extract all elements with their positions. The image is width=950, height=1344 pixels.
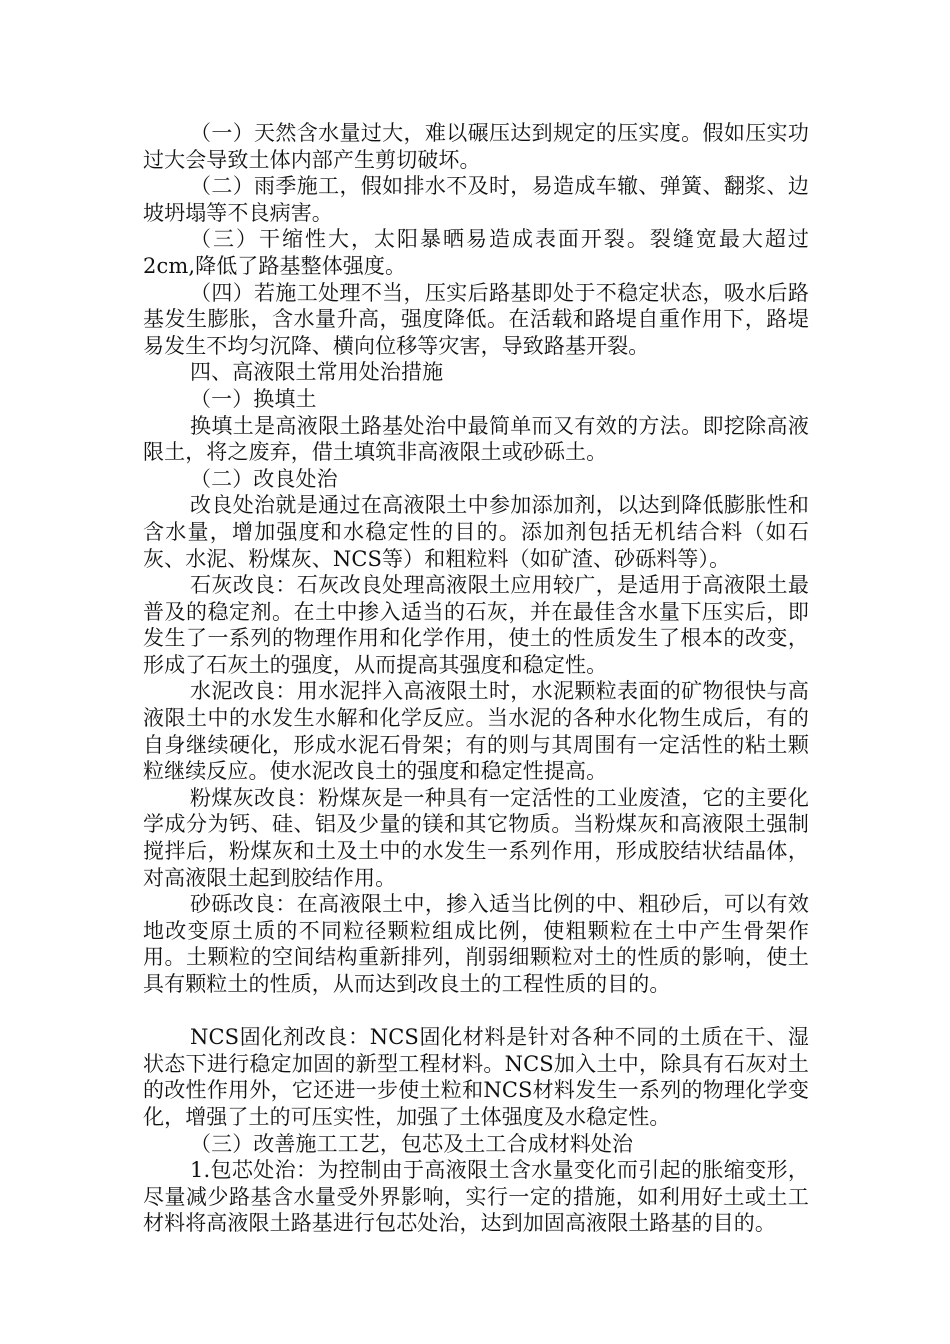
paragraph-replacement: 换填土是高液限土路基处治中最简单而又有效的方法。即挖除高液限土，将之废弃，借土填筑非高液限土或砂砾土。 — [143, 413, 809, 465]
document-body — [143, 120, 809, 1237]
paragraph-lime: 石灰改良：石灰改良处理高液限土应用较广，是适用于高液限土最普及的稳定剂。在土中掺入适当的石灰，并在最佳含水量下压实后，即发生了一系列的物理作用和化学作用，使土的性质发生了根本的改变，形成了石灰土的强度，从而提高其强度和稳定性。 — [143, 573, 809, 677]
paragraph-fly-ash: 粉煤灰改良：粉煤灰是一种具有一定活性的工业废渣，它的主要化学成分为钙、硅、铝及少量的镁和其它物质。当粉煤灰和高液限土强制搅拌后，粉煤灰和土及土中的水发生一系列作用，形成胶结状结晶体，对高液限土起到胶结作用。 — [143, 785, 809, 890]
paragraph-shrinkage: （三）干缩性大，太阳暴晒易造成表面开裂。裂缝宽最大超过2cm,降低了路基整体强度。 — [143, 227, 809, 278]
paragraph-core-wrapping: 1.包芯处治：为控制由于高液限土含水量变化而引起的胀缩变形，尽量减少路基含水量受外界影响，实行一定的措施，如利用好土或土工材料将高液限土路基进行包芯处治，达到加固高液限土路基的目的。 — [143, 1158, 809, 1236]
paragraph-natural-moisture: （一）天然含水量过大，难以碾压达到规定的压实度。假如压实功过大会导致土体内部产生剪切破坏。 — [143, 121, 809, 172]
paragraph-improper-construction: （四）若施工处理不当，压实后路基即处于不稳定状态，吸水后路基发生膨胀，含水量升高，强度降低。在活载和路堤自重作用下，路堤易发生不均匀沉降、横向位移等灾害，导致路基开裂。 — [143, 280, 809, 358]
paragraph-improvement: 改良处治就是通过在高液限土中参加添加剂，以达到降低膨胀性和含水量，增加强度和水稳定性的目的。添加剂包括无机结合料（如石灰、水泥、粉煤灰、NCS等）和粗粒料（如矿渣、砂砾料等）。 — [143, 493, 809, 571]
subheading-improvement: （二）改良处治 — [190, 466, 338, 491]
paragraph-cement: 水泥改良：用水泥拌入高液限土时，水泥颗粒表面的矿物很快与高液限土中的水发生水解和化学反应。当水泥的各种水化物生成后，有的自身继续硬化，形成水泥石骨架；有的则与其周围有一定活性的粘土颗粒继续反应。使水泥改良土的强度和稳定性提高。 — [143, 679, 809, 784]
paragraph-spacer — [143, 998, 809, 1025]
paragraph-rainy-season: （二）雨季施工，假如排水不及时，易造成车辙、弹簧、翻浆、边坡坍塌等不良病害。 — [143, 174, 809, 225]
section-heading-treatment: 四、高液限土常用处治措施 — [190, 360, 444, 385]
paragraph-ncs: NCS固化剂改良：NCS固化材料是针对各种不同的土质在干、湿状态下进行稳定加固的新型工程材料。NCS加入土中，除具有石灰对土的改性作用外，它还进一步使土粒和NCS材料发生一系列的物理化学变化，增强了土的可压实性，加强了土体强度及水稳定性。 — [143, 1025, 809, 1129]
subheading-construction-process: （三）改善施工工艺，包芯及土工合成材料处治 — [190, 1131, 634, 1156]
subheading-replacement: （一）换填土 — [190, 386, 317, 411]
paragraph-gravel: 砂砾改良：在高液限土中，掺入适当比例的中、粗砂后，可以有效地改变原土质的不同粒径颗粒组成比例，使粗颗粒在土中产生骨架作用。土颗粒的空间结构重新排列，削弱细颗粒对土的性质的影响，使土具有颗粒土的性质，从而达到改良土的工程性质的目的。 — [143, 892, 809, 996]
